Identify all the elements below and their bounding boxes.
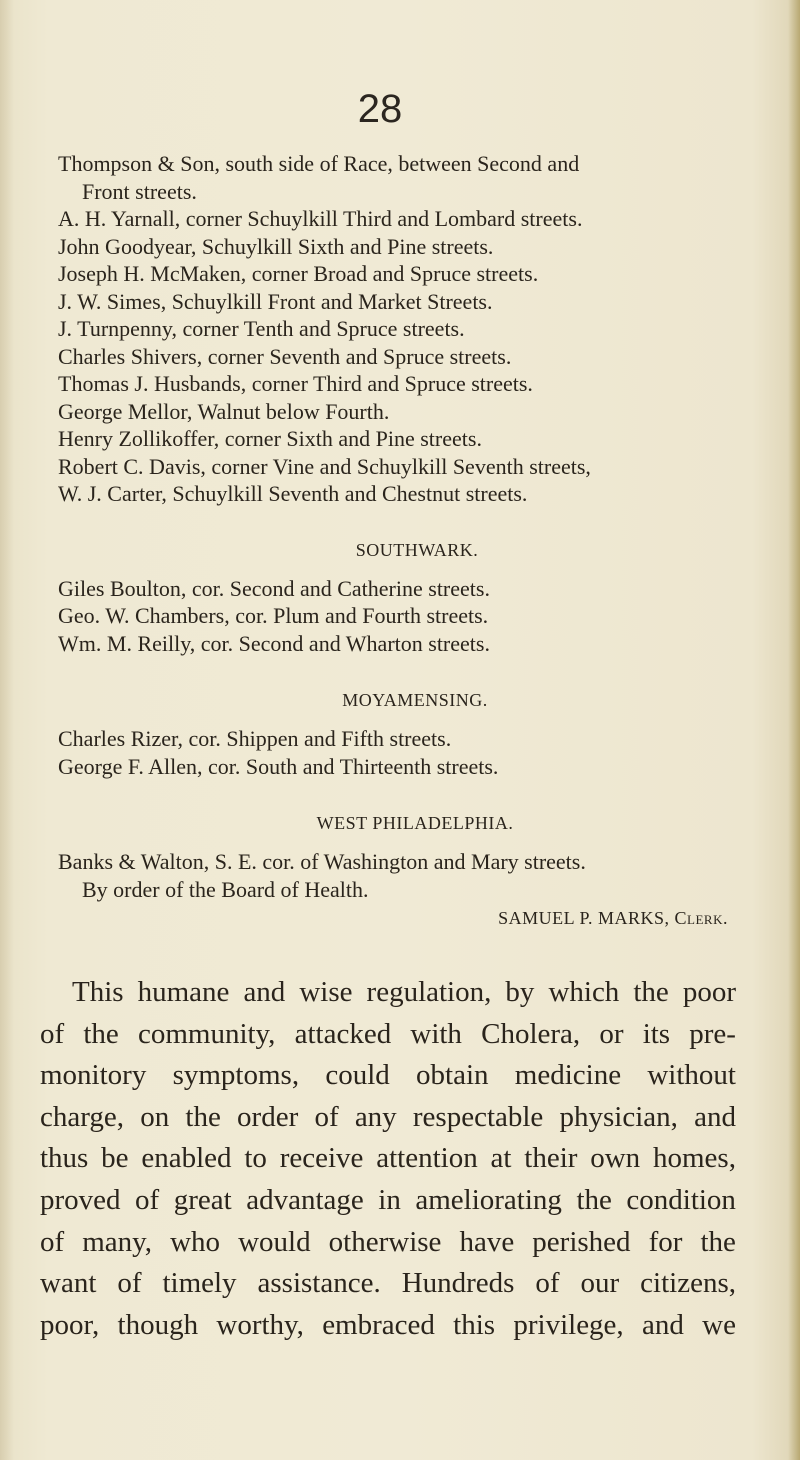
entry-line: Thompson & Son, south side of Race, between Second and [58, 151, 580, 176]
word: regulation, [366, 976, 492, 1008]
directory-entry: Thomas J. Husbands, corner Third and Spruce streets. [58, 371, 533, 396]
word: and [243, 976, 286, 1008]
section-heading-moyamensing: MOYAMENSING. [342, 690, 488, 710]
directory-entry: Robert C. Davis, corner Vine and Schuylkill Seventh streets, [58, 453, 591, 479]
word: though [117, 1308, 199, 1341]
word: with [410, 1017, 462, 1050]
word: timely [162, 1267, 237, 1300]
word: perished [532, 1225, 631, 1258]
word: poor [682, 976, 736, 1008]
word: order [237, 1100, 299, 1133]
word: enabled [141, 1142, 232, 1175]
word: and [641, 1308, 684, 1341]
paragraph-line [40, 1138, 736, 1180]
directory-entry: Joseph H. McMaken, corner Broad and Spruce streets. [58, 261, 539, 286]
section-heading-southwark: SOUTHWARK. [355, 539, 479, 560]
word: proved [40, 1183, 121, 1216]
word: monitory [40, 1059, 147, 1092]
paragraph-line [40, 1055, 736, 1097]
word: own [590, 1142, 641, 1175]
word: attacked [294, 1017, 392, 1050]
word: for [648, 1225, 683, 1258]
paragraph-line [40, 972, 736, 1014]
directory-entry: Charles Shivers, corner Seventh and Spruce streets. [58, 343, 512, 369]
word: embraced [322, 1308, 435, 1341]
order-line: By order of the Board of Health. [82, 876, 369, 902]
word: the [576, 1183, 612, 1216]
word: citizens, [640, 1267, 736, 1300]
word: physician, [559, 1100, 678, 1133]
word: many, [82, 1225, 153, 1258]
word: great [173, 1183, 232, 1216]
word: or [599, 1017, 624, 1050]
word: the [185, 1100, 221, 1133]
word: have [459, 1225, 515, 1258]
directory-entry: J. W. Simes, Schuylkill Front and Market Streets. [58, 288, 493, 314]
word: of [40, 1225, 65, 1258]
word: humane [137, 976, 230, 1008]
directory-entry [58, 150, 758, 205]
directory-entry: Geo. W. Chambers, cor. Plum and Fourth streets. [58, 603, 489, 628]
word: could [325, 1059, 390, 1092]
word: ameliorating [415, 1183, 562, 1216]
word: any [354, 1100, 397, 1133]
word: respectable [412, 1100, 544, 1133]
word: privilege, [513, 1308, 624, 1341]
word: medicine [514, 1059, 622, 1092]
word: on [140, 1100, 170, 1133]
word: the [633, 976, 669, 1008]
word: Cholera, [481, 1017, 581, 1050]
word: which [548, 976, 620, 1008]
word: their [524, 1142, 578, 1175]
word: would [238, 1225, 311, 1258]
directory-entry: A. H. Yarnall, corner Schuylkill Third and Lombard streets. [58, 206, 583, 231]
entry-continuation: Front streets. [82, 178, 197, 204]
word: the [700, 1225, 736, 1258]
paragraph-line [40, 1014, 736, 1056]
word: of [40, 1017, 65, 1050]
signature [58, 903, 758, 933]
word: wise [299, 976, 353, 1008]
directory-entry: Charles Rizer, cor. Shippen and Fifth streets. [58, 726, 452, 751]
word: symptoms, [172, 1059, 300, 1092]
word: This [72, 976, 124, 1008]
word: of [314, 1100, 339, 1133]
word: we [702, 1308, 736, 1341]
word: worthy, [216, 1308, 304, 1341]
word: its [642, 1017, 671, 1050]
directory-entry: Banks & Walton, S. E. cor. of Washington and Mary streets. [58, 849, 586, 874]
paragraph-line [40, 1097, 736, 1139]
paragraph-line [40, 1305, 736, 1347]
directory-entry: J. Turnpenny, corner Tenth and Spruce streets. [58, 316, 465, 341]
word: condition [626, 1183, 736, 1216]
word: who [170, 1225, 221, 1258]
word: Hundreds [401, 1267, 515, 1300]
paragraph-line [40, 1222, 736, 1264]
page-number: 28 [357, 87, 403, 131]
word: poor, [40, 1308, 100, 1341]
word: at [490, 1142, 512, 1175]
word: attention [376, 1142, 478, 1175]
word: pre- [689, 1017, 736, 1050]
word: advantage [246, 1183, 364, 1216]
word: and [694, 1100, 736, 1133]
directory-entry: Henry Zollikoffer, corner Sixth and Pine streets. [58, 426, 482, 451]
directory-entry: John Goodyear, Schuylkill Sixth and Pine streets. [58, 233, 494, 259]
word: of [135, 1183, 160, 1216]
word: in [378, 1183, 401, 1216]
word: our [580, 1267, 620, 1300]
apothecary-directory [58, 150, 758, 933]
word: the [83, 1017, 119, 1050]
word: community, [137, 1017, 276, 1050]
directory-entry: Giles Boulton, cor. Second and Catherine streets. [58, 575, 490, 601]
directory-entry: George F. Allen, cor. South and Thirteenth streets. [58, 753, 499, 779]
word: without [647, 1059, 736, 1092]
word: thus [40, 1142, 89, 1175]
word: otherwise [328, 1225, 442, 1258]
paragraph-line [40, 1263, 736, 1305]
directory-entry: George Mellor, Walnut below Fourth. [58, 398, 390, 424]
section-heading-west-philadelphia: WEST PHILADELPHIA. [316, 813, 514, 833]
word: by [505, 976, 535, 1008]
signature-title: Clerk. [674, 908, 728, 928]
page-edge-shadow [788, 0, 800, 1460]
word: be [101, 1142, 129, 1175]
body-paragraph [40, 972, 736, 1346]
paragraph-line [40, 1180, 736, 1222]
directory-entry: Wm. M. Reilly, cor. Second and Wharton streets. [58, 630, 490, 656]
signature-name: SAMUEL P. MARKS, [498, 908, 675, 928]
word: homes, [653, 1142, 736, 1175]
word: receive [279, 1142, 364, 1175]
word: want [40, 1267, 97, 1300]
word: of [535, 1267, 560, 1300]
page-gutter-shadow [0, 0, 14, 1460]
word: obtain [416, 1059, 489, 1092]
word: to [244, 1142, 267, 1175]
word: this [453, 1308, 496, 1341]
word: charge, [40, 1100, 124, 1133]
word: assistance. [257, 1267, 381, 1300]
word: of [117, 1267, 142, 1300]
directory-entry: W. J. Carter, Schuylkill Seventh and Chestnut streets. [58, 481, 528, 506]
